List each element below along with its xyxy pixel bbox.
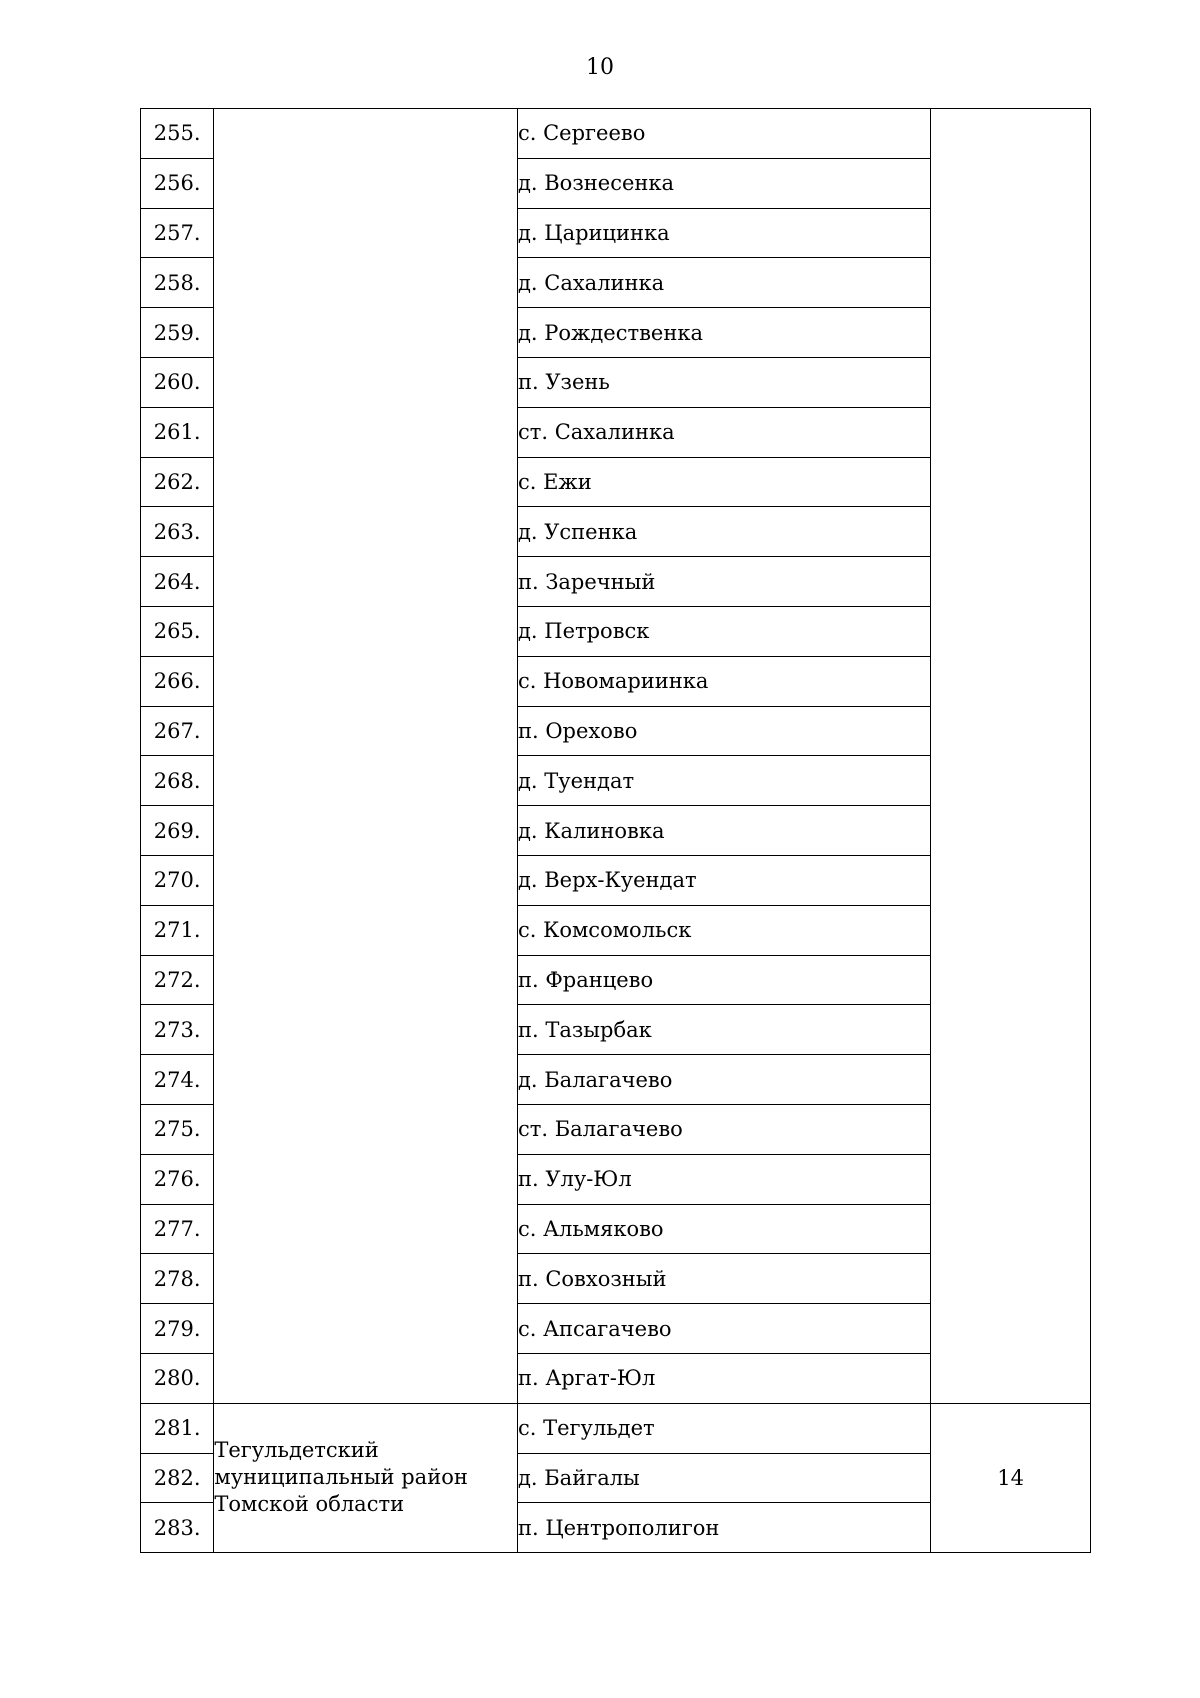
row-number: 269.: [141, 806, 214, 856]
row-number: 272.: [141, 955, 214, 1005]
row-number: 263.: [141, 507, 214, 557]
row-number: 267.: [141, 706, 214, 756]
row-number: 266.: [141, 656, 214, 706]
row-number: 281.: [141, 1403, 214, 1453]
locality-name: д. Успенка: [517, 507, 930, 557]
row-number: 283.: [141, 1503, 214, 1553]
row-number: 271.: [141, 905, 214, 955]
locality-name: д. Туендат: [517, 756, 930, 806]
locality-name: с. Тегульдет: [517, 1403, 930, 1453]
district-cell: [214, 1403, 518, 1552]
row-number: 276.: [141, 1154, 214, 1204]
locality-name: п. Орехово: [517, 706, 930, 756]
locality-name: д. Сахалинка: [517, 258, 930, 308]
row-number: 255.: [141, 109, 214, 159]
locality-name: с. Апсагачево: [517, 1304, 930, 1354]
row-number: 262.: [141, 457, 214, 507]
row-number: 260.: [141, 357, 214, 407]
table-row: [141, 1403, 1091, 1453]
locality-name: п. Узень: [517, 357, 930, 407]
row-number: 275.: [141, 1104, 214, 1154]
locality-name: п. Тазырбак: [517, 1005, 930, 1055]
locality-name: п. Центрополигон: [517, 1503, 930, 1553]
row-number: 270.: [141, 855, 214, 905]
locality-name: п. Францево: [517, 955, 930, 1005]
row-number: 256.: [141, 158, 214, 208]
locality-name: с. Альмяково: [517, 1204, 930, 1254]
settlements-table-body: [141, 109, 1091, 1553]
district-name-line: Тегульдетский: [214, 1438, 379, 1463]
locality-name: п. Аргат-Юл: [517, 1353, 930, 1403]
locality-name: с. Ежи: [517, 457, 930, 507]
row-number: 278.: [141, 1254, 214, 1304]
district-cell: [214, 109, 518, 1404]
district-name-line: Томской области: [214, 1492, 405, 1517]
locality-name: д. Вознесенка: [517, 158, 930, 208]
locality-name: д. Калиновка: [517, 806, 930, 856]
locality-name: п. Улу-Юл: [517, 1154, 930, 1204]
locality-name: с. Новомариинка: [517, 656, 930, 706]
row-number: 265.: [141, 606, 214, 656]
row-number: 261.: [141, 407, 214, 457]
locality-name: д. Рождественка: [517, 308, 930, 358]
row-number: 268.: [141, 756, 214, 806]
locality-name: ст. Сахалинка: [517, 407, 930, 457]
row-number: 259.: [141, 308, 214, 358]
locality-name: п. Совхозный: [517, 1254, 930, 1304]
locality-name: п. Заречный: [517, 557, 930, 607]
table-row: [141, 109, 1091, 159]
row-number: 274.: [141, 1055, 214, 1105]
locality-name: д. Балагачево: [517, 1055, 930, 1105]
locality-count: [931, 109, 1091, 1404]
row-number: 277.: [141, 1204, 214, 1254]
page-number: 10: [586, 55, 614, 80]
row-number: 273.: [141, 1005, 214, 1055]
locality-name: ст. Балагачево: [517, 1104, 930, 1154]
locality-name: д. Верх-Куендат: [517, 855, 930, 905]
locality-name: д. Байгалы: [517, 1453, 930, 1503]
row-number: 264.: [141, 557, 214, 607]
locality-name: с. Комсомольск: [517, 905, 930, 955]
locality-name: с. Сергеево: [517, 109, 930, 159]
locality-name: д. Царицинка: [517, 208, 930, 258]
district-name-line: муниципальный район: [214, 1465, 468, 1490]
settlements-table: [140, 108, 1091, 1553]
row-number: 257.: [141, 208, 214, 258]
row-number: 258.: [141, 258, 214, 308]
locality-name: д. Петровск: [517, 606, 930, 656]
locality-count: 14: [931, 1403, 1091, 1552]
row-number: 279.: [141, 1304, 214, 1354]
row-number: 280.: [141, 1353, 214, 1403]
row-number: 282.: [141, 1453, 214, 1503]
